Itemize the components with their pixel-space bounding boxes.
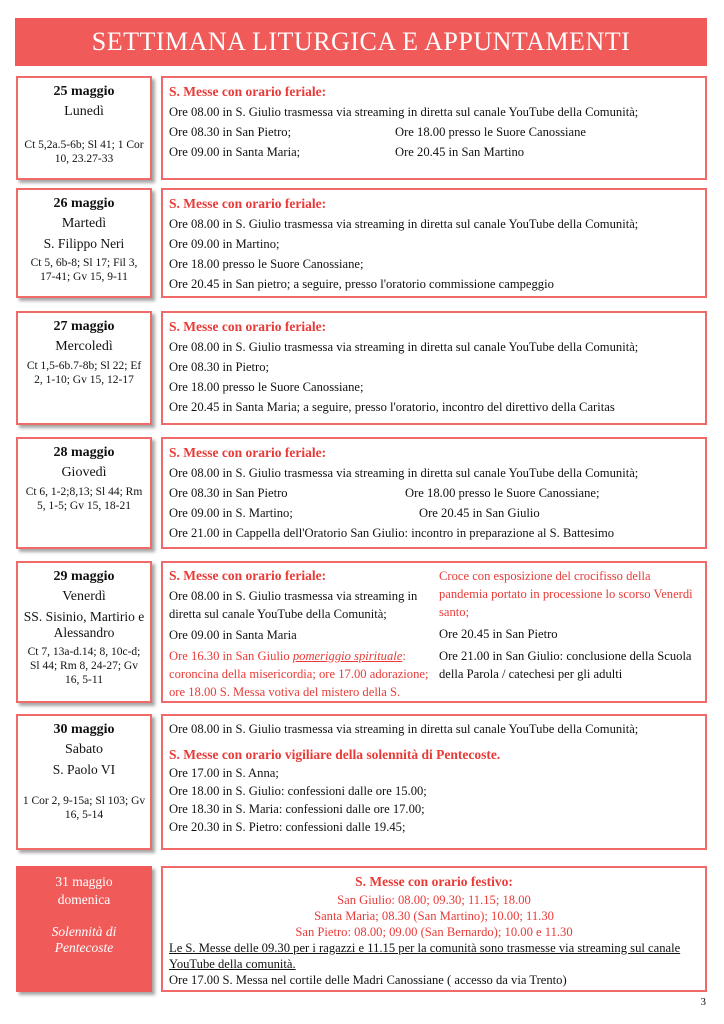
schedule-note: : confessioni dalle ore 15.00;	[280, 784, 427, 798]
schedule-line: San Pietro: 08.00; 09.00 (San Bernardo); 10.00 e 11.30	[295, 925, 573, 939]
schedule-box-29-maggio	[161, 561, 707, 703]
schedule-note: : confessioni dalle 19.45;	[278, 820, 406, 834]
schedule-location: Ore 18.30 in S. Maria	[169, 802, 279, 816]
day-date: 31 maggio	[55, 874, 113, 889]
schedule-line: Ore 08.30 in Pietro;	[169, 360, 270, 374]
day-saint: S. Filippo Neri	[43, 236, 125, 251]
day-date: 29 maggio	[53, 569, 115, 584]
day-card-26-maggio	[16, 188, 152, 298]
schedule-line: Ore 08.00 in S. Giulio trasmessa via streaming in diretta sul canale YouTube della Comunità;	[169, 722, 639, 736]
day-saint: SS. Sisinio, Martirio e Alessandro	[23, 609, 145, 640]
schedule-line: Ore 08.30 in San Pietro	[169, 486, 288, 500]
schedule-line: Croce con esposizione del crocifisso della pandemia portato in processione lo scorso Venerdì santo;	[439, 569, 693, 619]
day-card-28-maggio	[16, 437, 152, 549]
day-card-30-maggio	[16, 714, 152, 850]
schedule-location: Ore 20.30 in S. Pietro	[169, 820, 279, 834]
schedule-row	[169, 503, 699, 523]
day-card-25-maggio	[16, 76, 152, 180]
schedule-note: : confessioni dalle ore 17.00;	[278, 802, 425, 816]
schedule-text: Ore 16.30 in San Giulio	[169, 649, 293, 663]
schedule-line: Ore 20.45 in San Martino	[395, 145, 525, 159]
day-readings: 1 Cor 2, 9-15a; Sl 103; Gv 16, 5-14	[22, 795, 146, 821]
schedule-line: Ore 17.00 in S. Anna;	[169, 766, 279, 780]
schedule-header: S. Messe con orario feriale:	[169, 196, 327, 211]
schedule-line: Le S. Messe delle 09.30 per i ragazzi e 11.15 per la comunità sono trasmesse via streaming sul canale YouTube della comunità.	[169, 941, 681, 971]
day-name: Sabato	[64, 742, 104, 757]
schedule-line: Ore 18.00 presso le Suore Canossiane;	[405, 486, 600, 500]
day-name: Lunedì	[64, 104, 104, 119]
day-name: Mercoledì	[55, 339, 113, 354]
schedule-line: San Giulio: 08.00; 09.30; 11.15; 18.00	[337, 893, 531, 907]
schedule-line	[169, 647, 429, 701]
schedule-line: Santa Maria; 08.30 (San Martino); 10.00; 11.30	[314, 909, 554, 923]
day-date: 27 maggio	[53, 319, 115, 334]
schedule-line: Ore 09.00 in S. Martino;	[169, 506, 293, 520]
schedule-header: S. Messe con orario feriale:	[169, 319, 327, 334]
schedule-line: Ore 08.00 in S. Giulio trasmessa via streaming in diretta sul canale YouTube della Comunità;	[169, 466, 639, 480]
schedule-line: Ore 18.00 presso le Suore Canossiane;	[169, 257, 364, 271]
schedule-location: Ore 21.00 in Cappella dell'Oratorio San Giulio:	[169, 526, 409, 540]
schedule-row	[169, 122, 699, 142]
schedule-line: Ore 20.45 in San Pietro	[439, 627, 558, 641]
day-name: Martedì	[61, 216, 107, 231]
day-date: 25 maggio	[53, 84, 115, 99]
schedule-column-right	[439, 567, 699, 701]
schedule-line: Ore 20.45 in San Giulio	[419, 506, 540, 520]
day-date: 28 maggio	[53, 445, 115, 460]
schedule-text: : coroncina della misericordia; ore 17.00 adorazione; ore 18.00 S. Messa votiva del mistero della S.	[169, 649, 429, 699]
day-readings: Ct 5, 6b-8; Sl 17; Fil 3, 17-41; Gv 15, 9-11	[30, 257, 138, 283]
schedule-note: incontro in preparazione al S. Battesimo	[408, 526, 615, 540]
schedule-line: Ore 08.00 in S. Giulio trasmessa via streaming in diretta sul canale YouTube della Comunità;	[169, 217, 639, 231]
day-saint: S. Paolo VI	[52, 762, 116, 777]
schedule-line	[169, 782, 699, 800]
schedule-line: Ore 08.30 in San Pietro;	[169, 125, 292, 139]
schedule-header: S. Messe con orario festivo:	[355, 874, 513, 889]
page-title: SETTIMANA LITURGICA E APPUNTAMENTI	[15, 18, 707, 66]
schedule-line: Ore 18.00 presso le Suore Canossiane	[395, 125, 586, 139]
schedule-line: Ore 08.00 in S. Giulio trasmessa via streaming in diretta sul canale YouTube della Comunità;	[169, 589, 418, 621]
schedule-line: Ore 20.45 in Santa Maria; a seguire, presso l'oratorio, incontro del direttivo della Caritas	[169, 400, 615, 414]
day-date: 30 maggio	[53, 722, 115, 737]
schedule-row	[169, 483, 699, 503]
day-date: 26 maggio	[53, 196, 115, 211]
schedule-line: Ore 09.00 in Santa Maria	[169, 628, 297, 642]
schedule-line	[169, 818, 699, 836]
schedule-location: Ore 18.00 in S. Giulio	[169, 784, 281, 798]
day-feast: Solennità di Pentecoste	[51, 924, 117, 955]
schedule-column-left	[169, 567, 429, 701]
day-card-31-maggio	[16, 866, 152, 992]
day-readings: Ct 6, 1-2;8,13; Sl 44; Rm 5, 1-5; Gv 15, 18-21	[25, 486, 143, 512]
schedule-line: Ore 09.00 in Santa Maria;	[169, 145, 301, 159]
schedule-box-27-maggio	[161, 311, 707, 425]
schedule-line: Ore 09.00 in Martino;	[169, 237, 280, 251]
schedule-box-25-maggio	[161, 76, 707, 180]
day-name: domenica	[57, 892, 111, 907]
schedule-line	[169, 523, 699, 543]
schedule-box-26-maggio	[161, 188, 707, 298]
schedule-header: S. Messe con orario feriale:	[169, 84, 327, 99]
schedule-box-28-maggio	[161, 437, 707, 549]
schedule-header: S. Messe con orario feriale:	[169, 445, 327, 460]
schedule-line: Ore 17.00 S. Messa nel cortile delle Madri Canossiane ( accesso da via Trento)	[169, 973, 567, 987]
schedule-header: S. Messe con orario vigiliare della solennità di Pentecoste.	[169, 747, 501, 762]
schedule-line: Ore 08.00 in S. Giulio trasmessa via streaming in diretta sul canale YouTube della Comunità;	[169, 105, 639, 119]
schedule-line: Ore 20.45 in San pietro; a seguire, presso l'oratorio commissione campeggio	[169, 277, 554, 291]
schedule-box-31-maggio	[161, 866, 707, 992]
schedule-line: Ore 21.00 in San Giulio: conclusione della Scuola della Parola / catechesi per gli adulti	[439, 649, 692, 681]
day-name: Giovedì	[61, 465, 107, 480]
schedule-line	[169, 800, 699, 818]
schedule-line: Ore 08.00 in S. Giulio trasmessa via streaming in diretta sul canale YouTube della Comunità;	[169, 340, 639, 354]
day-name: Venerdì	[62, 589, 106, 604]
day-card-27-maggio	[16, 311, 152, 425]
day-readings: Ct 5,2a.5-6b; Sl 41; 1 Cor 10, 23.27-33	[24, 139, 144, 165]
day-readings: Ct 7, 13a-d.14; 8, 10c-d; Sl 44; Rm 8, 24-27; Gv 16, 5-11	[27, 646, 141, 686]
schedule-row	[169, 142, 699, 162]
schedule-box-30-maggio	[161, 714, 707, 850]
day-readings: Ct 1,5-6b.7-8b; Sl 22; Ef 2, 1-10; Gv 15, 12-17	[26, 360, 142, 386]
day-card-29-maggio	[16, 561, 152, 703]
schedule-header: S. Messe con orario feriale:	[169, 568, 327, 583]
schedule-emphasis: pomeriggio spirituale	[292, 649, 403, 663]
page-number: 3	[700, 996, 706, 1008]
schedule-columns	[169, 567, 699, 701]
schedule-line: Ore 18.00 presso le Suore Canossiane;	[169, 380, 364, 394]
